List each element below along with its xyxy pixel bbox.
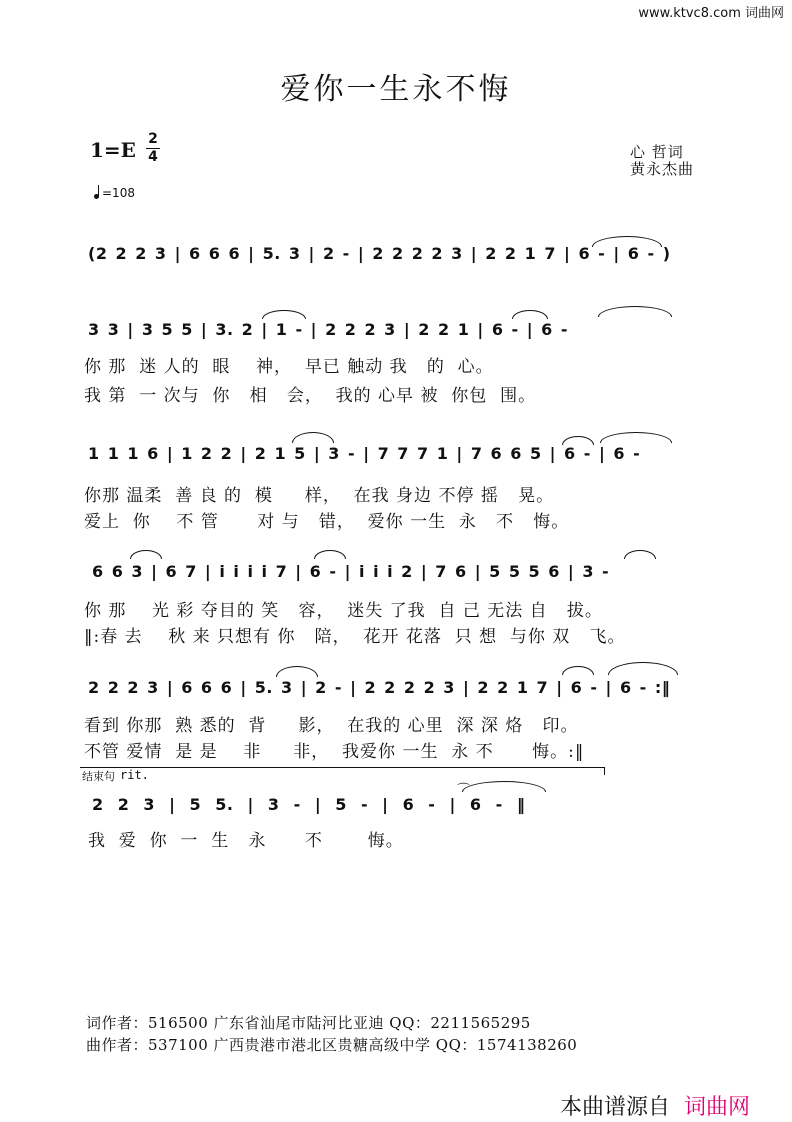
lyric-line-2-verse-2: 我 第 一 次与 你 相 会， 我的 心早 被 你包 围。 (84, 386, 537, 406)
slur-mark (562, 436, 594, 445)
slur-mark (512, 310, 548, 319)
quarter-note-icon (94, 194, 99, 199)
tie-mark (608, 662, 678, 675)
lyric-line-3-verse-2: 爱上 你 不 管 对 与 错， 爱你 一生 永 不 悔。 (84, 512, 570, 532)
tie-mark (462, 781, 546, 792)
slur-mark (562, 666, 594, 675)
fermata-icon: ⌒ (457, 783, 471, 798)
footer-composer-info: 曲作者：537100 广西贵港市港北区贵糖高级中学 QQ：1574138260 (86, 1036, 578, 1054)
slur-mark (262, 310, 306, 319)
notation-line-3: 1 1 1 6 | 1 2 2 | 2 1 5 | 3 - | 7 7 7 1 | 7 6 6 5 | 6 - | 6 - (88, 444, 641, 463)
time-bottom: 4 (148, 149, 158, 165)
lyric-line-5-verse-2: 不管 爱情 是 是 非 非， 我爱你 一生 永 不 悔。:‖ (84, 742, 585, 762)
key-signature: 1=E (90, 138, 136, 162)
ritardando-mark: rit. (120, 768, 149, 782)
notation-line-6: 2 2 3 | 5 5. | 3 - | 5 - | 6 - | 6 - ‖ (92, 795, 526, 814)
time-signature (146, 132, 160, 165)
footer-lyricist-info: 词作者：516500 广东省汕尾市陆河比亚迪 QQ：2211565295 (86, 1014, 531, 1032)
source-brand[interactable] (560, 1090, 750, 1121)
notation-line-5: 2 2 2 3 | 6 6 6 | 5. 3 | 2 - | 2 2 2 2 3 | 2 2 1 7 | 6 - | 6 - :‖ (88, 678, 671, 697)
time-top: 2 (148, 131, 158, 147)
lyric-line-5-verse-1: 看到 你那 熟 悉的 背 影， 在我的 心里 深 深 烙 印。 (84, 716, 579, 736)
tie-mark (592, 236, 662, 247)
lyric-line-3-verse-1: 你那 温柔 善 良 的 模 样， 在我 身边 不停 摇 晃。 (84, 486, 555, 506)
brand-text: 本曲谱源自 (560, 1095, 671, 1120)
brand-logo[interactable]: 词曲网 (684, 1095, 751, 1120)
lyricist-credit: 心 哲词 (630, 143, 684, 161)
slur-mark (624, 550, 656, 559)
lyric-line-4-verse-2: ‖:春 去 秋 来 只想有 你 陪， 花开 花落 只 想 与你 双 飞。 (84, 627, 626, 647)
lyric-line-2-verse-1: 你 那 迷 人的 眼 神， 早已 触动 我 的 心。 (84, 357, 494, 377)
slur-mark (292, 432, 334, 443)
notation-line-4: 6 6 3 | 6 7 | i i i i 7 | 6 - | i i i 2 | 7 6 | 5 5 5 6 | 3 - (92, 562, 610, 581)
site-url[interactable]: www.ktvc8.com 词曲网 (638, 6, 784, 21)
tempo-mark (94, 186, 135, 200)
song-title: 爱你一生永不悔 (280, 72, 512, 107)
ending-bracket-tick (604, 767, 605, 775)
slur-mark (276, 666, 318, 677)
ending-label: 结束句 (82, 770, 115, 783)
lyric-line-4-verse-1: 你 那 光 彩 夺目的 笑 容， 迷失 了我 自 己 无法 自 拔。 (84, 601, 603, 621)
ending-bracket-line (80, 767, 605, 768)
tie-mark (598, 306, 672, 317)
slur-mark (314, 550, 346, 559)
tie-mark (600, 432, 672, 443)
lyric-line-6: 我 爱 你 一 生 永 不 悔。 (88, 831, 404, 851)
composer-credit: 黄永杰曲 (630, 160, 695, 178)
slur-mark (130, 550, 162, 559)
notation-line-1: (2 2 2 3 | 6 6 6 | 5. 3 | 2 - | 2 2 2 2 3 | 2 2 1 7 | 6 - | 6 - ) (88, 244, 671, 263)
tempo-value: =108 (102, 186, 135, 200)
notation-line-2: 3 3 | 3 5 5 | 3. 2 | 1 - | 2 2 2 3 | 2 2 1 | 6 - | 6 - (88, 320, 568, 339)
